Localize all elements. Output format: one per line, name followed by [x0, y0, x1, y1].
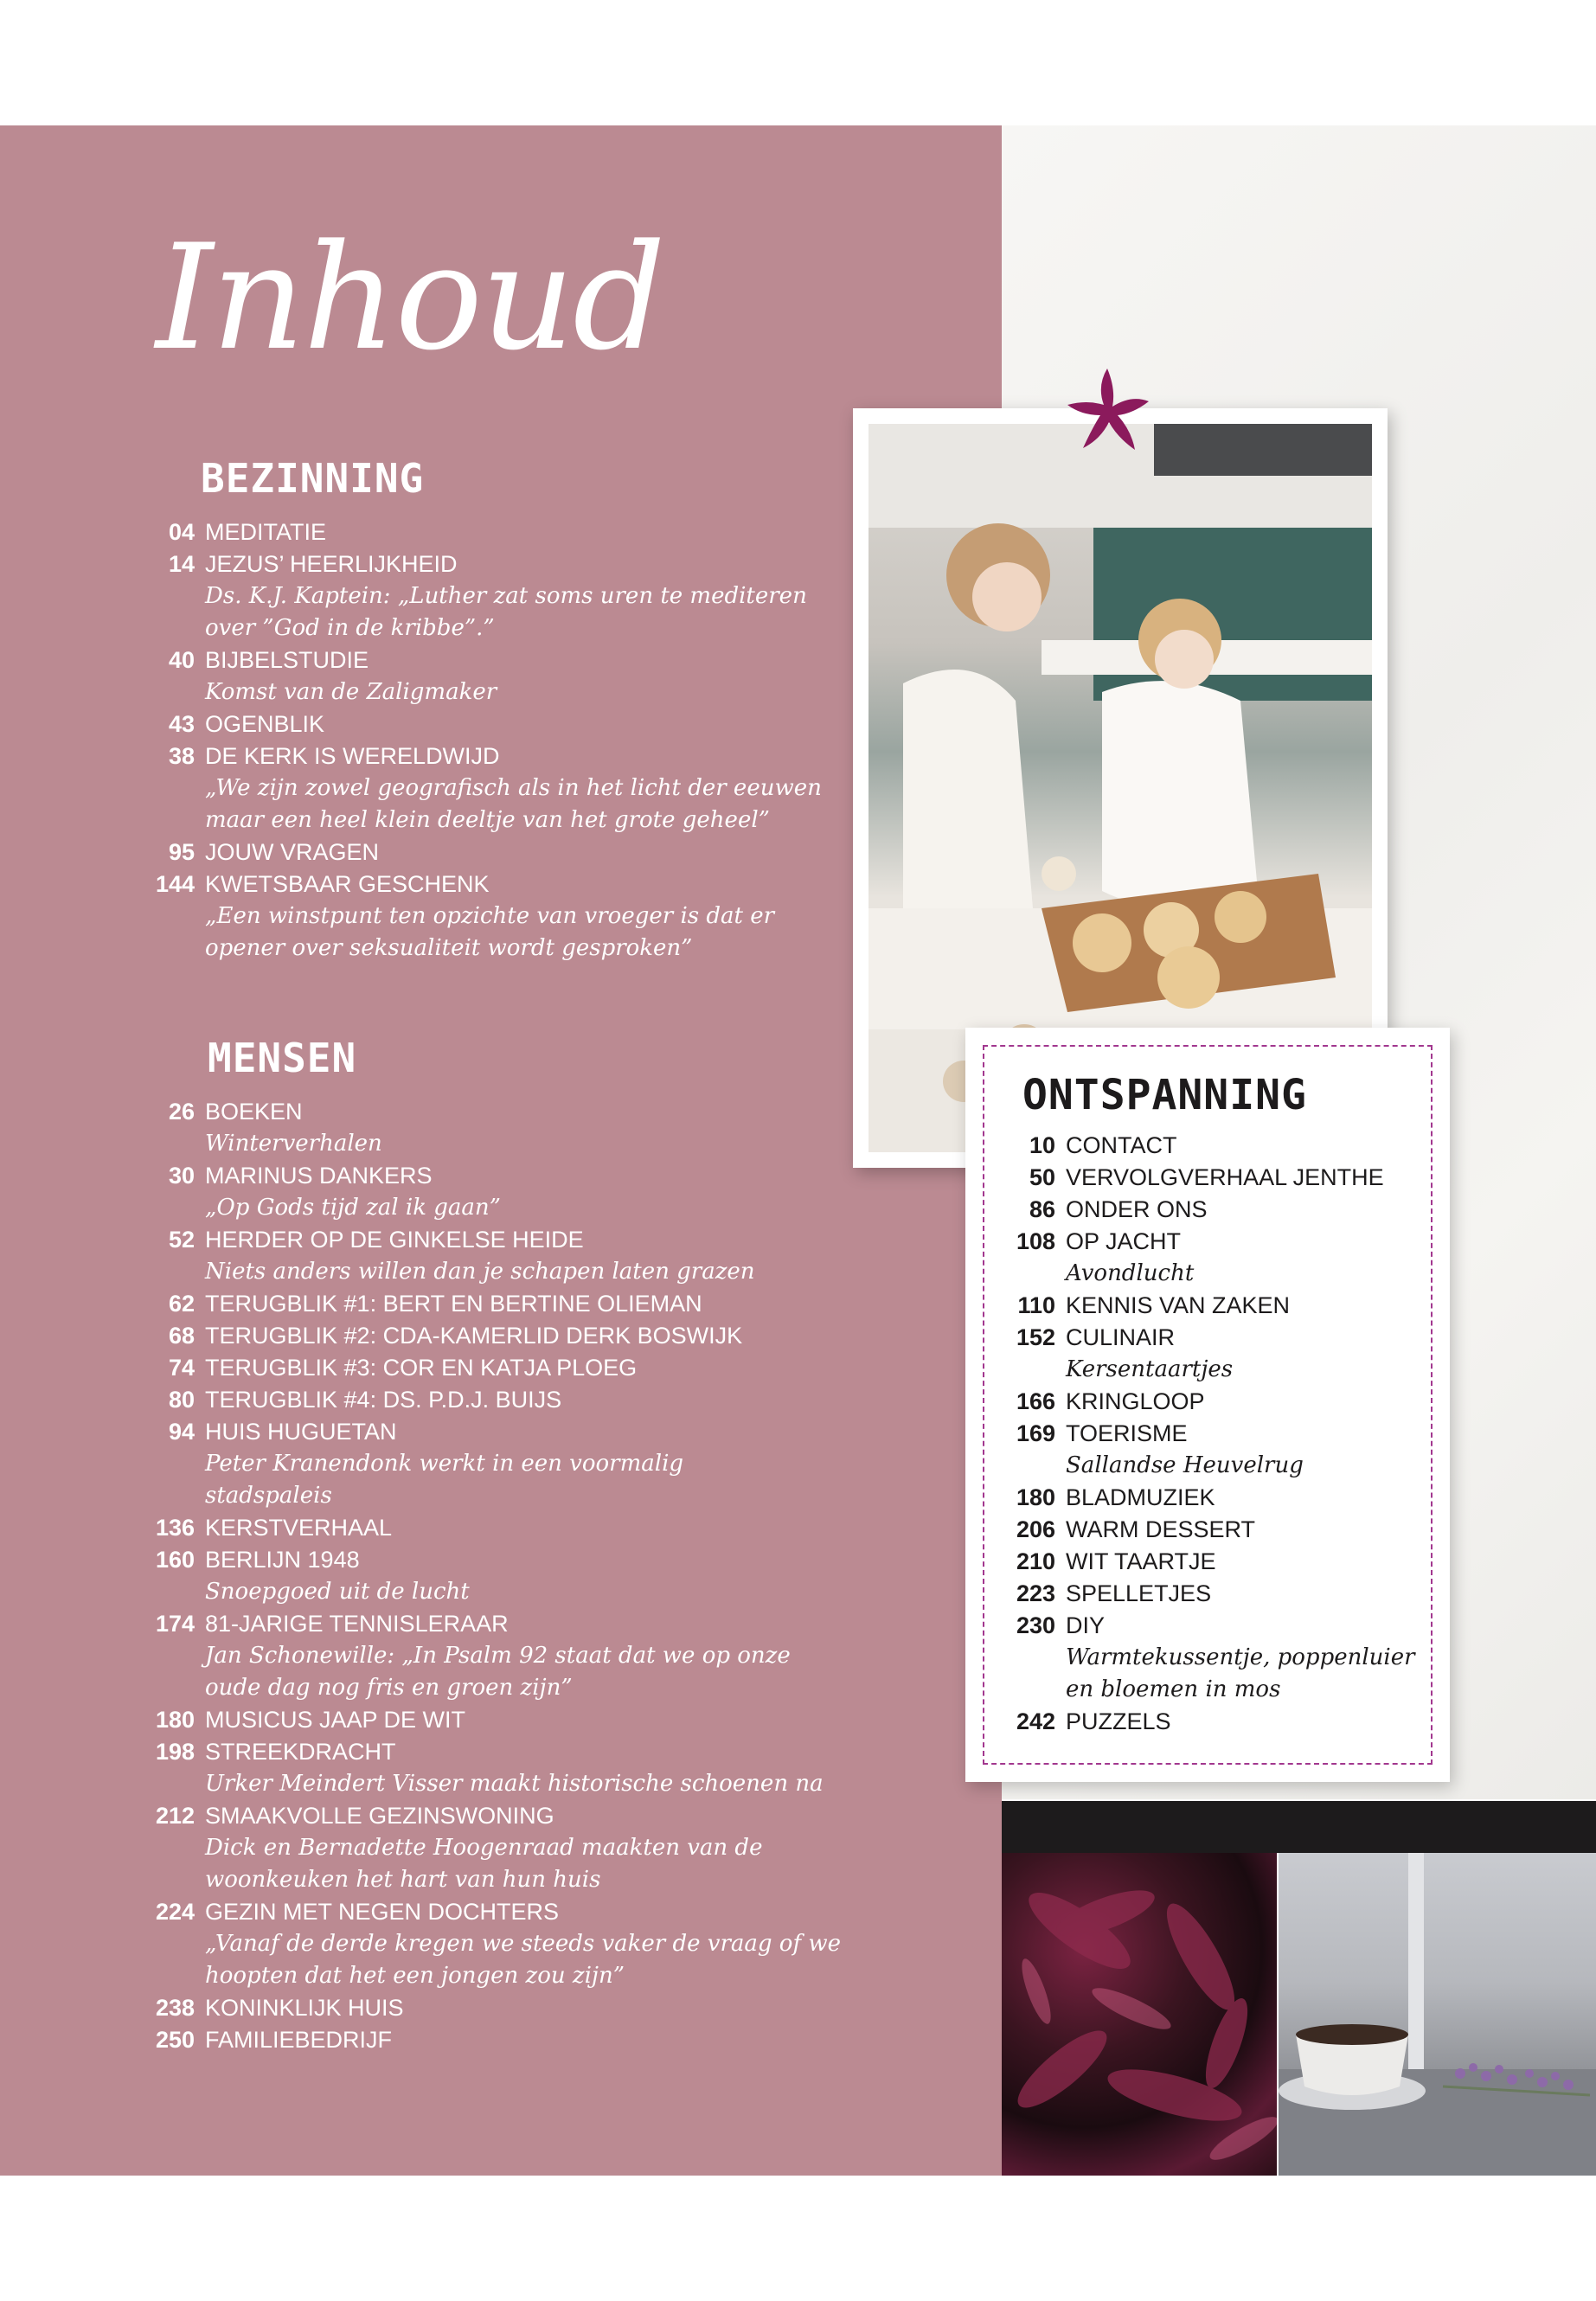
entry-title: MEDITATIE: [205, 519, 326, 545]
page-number: 223: [1016, 1580, 1055, 1606]
toc-entry[interactable]: [965, 1162, 1415, 1194]
entry-subtitle: Ds. K.J. Kaptein: „Luther zat soms uren te mediteren: [205, 583, 807, 609]
page-number: 212: [155, 1803, 195, 1829]
entry-subtitle: „Op Gods tijd zal ik gaan”: [205, 1195, 501, 1221]
toc-mensen: [0, 1096, 841, 2056]
entry-subtitle: „Een winstpunt ten opzichte van vroeger is dat er: [205, 903, 775, 929]
page-number: 174: [155, 1611, 195, 1637]
toc-entry[interactable]: [0, 1320, 841, 1352]
entry-title: TERUGBLIK #4: DS. P.D.J. BUIJS: [205, 1387, 562, 1413]
toc-ontspanning: [965, 1130, 1415, 1738]
page-number: 108: [1016, 1228, 1055, 1254]
toc-entry[interactable]: [965, 1418, 1415, 1450]
toc-entry[interactable]: [0, 644, 822, 676]
entry-subtitle: Kersentaartjes: [1066, 1356, 1234, 1382]
page-number: 230: [1016, 1612, 1055, 1638]
page-number: 206: [1016, 1516, 1055, 1542]
entry-title: VERVOLGVERHAAL JENTHE: [1066, 1164, 1384, 1190]
page-number: 250: [155, 2027, 195, 2053]
star-icon: [1062, 363, 1157, 458]
entry-title: GEZIN MET NEGEN DOCHTERS: [205, 1899, 560, 1925]
entry-title: WIT TAARTJE: [1066, 1548, 1216, 1574]
toc-entry[interactable]: [965, 1482, 1415, 1514]
entry-title: MARINUS DANKERS: [205, 1163, 433, 1189]
entry-title: OGENBLIK: [205, 711, 325, 737]
page-number: 62: [168, 1291, 195, 1317]
entry-subtitle: Winterverhalen: [205, 1131, 382, 1157]
section-heading-ontspanning: ONTSPANNING: [1022, 1071, 1307, 1119]
toc-bezinning: [0, 516, 822, 965]
page-number: 169: [1016, 1420, 1055, 1446]
entry-title: STREEKDRACHT: [205, 1739, 396, 1765]
toc-entry[interactable]: [965, 1514, 1415, 1546]
page-number: 14: [168, 551, 195, 577]
page-number: 68: [168, 1323, 195, 1349]
entry-title: SMAAKVOLLE GEZINSWONING: [205, 1803, 554, 1829]
entry-title: TERUGBLIK #3: COR EN KATJA PLOEG: [205, 1355, 638, 1381]
entry-title: BIJBELSTUDIE: [205, 647, 369, 673]
ontspanning-card: [965, 1028, 1450, 1782]
page-number: 30: [168, 1163, 195, 1189]
entry-title: KONINKLIJK HUIS: [205, 1995, 404, 2021]
entry-subtitle: opener over seksualiteit wordt gesproken”: [205, 935, 693, 961]
page-title: Inhoud: [156, 213, 664, 382]
page-number: 26: [168, 1099, 195, 1125]
entry-subtitle: over ”God in de kribbe”.”: [205, 615, 495, 641]
entry-title: WARM DESSERT: [1066, 1516, 1256, 1542]
toc-entry[interactable]: [0, 548, 822, 580]
toc-entry[interactable]: [0, 740, 822, 772]
entry-title: TERUGBLIK #1: BERT EN BERTINE OLIEMAN: [205, 1291, 702, 1317]
entry-title: BERLIJN 1948: [205, 1547, 360, 1573]
entry-subtitle: Peter Kranendonk werkt in een voormalig: [205, 1451, 684, 1477]
toc-entry[interactable]: [0, 836, 822, 868]
entry-title: 81-JARIGE TENNISLERAAR: [205, 1611, 509, 1637]
entry-subtitle: hoopten dat het een jongen zou zijn”: [205, 1963, 625, 1989]
toc-entry[interactable]: [965, 1546, 1415, 1578]
page-number: 74: [168, 1355, 195, 1381]
toc-entry[interactable]: [965, 1578, 1415, 1610]
entry-subtitle: stadspaleis: [205, 1483, 332, 1509]
entry-title: KRINGLOOP: [1066, 1388, 1205, 1414]
page-number: 166: [1016, 1388, 1055, 1414]
page-number: 80: [168, 1387, 195, 1413]
toc-entry[interactable]: [0, 1160, 841, 1192]
entry-subtitle: Warmtekussentje, poppenluier: [1066, 1644, 1415, 1670]
entry-subtitle: oude dag nog fris en groen zijn”: [205, 1675, 573, 1701]
entry-subtitle: woonkeuken het hart van hun huis: [205, 1867, 601, 1893]
entry-subtitle: Komst van de Zaligmaker: [205, 679, 497, 705]
toc-entry[interactable]: [0, 1512, 841, 1544]
entry-subtitle: Jan Schonewille: „In Psalm 92 staat dat we op onze: [205, 1643, 791, 1669]
toc-entry[interactable]: [965, 1706, 1415, 1738]
entry-subtitle: Niets anders willen dan je schapen laten grazen: [205, 1259, 755, 1285]
entry-title: OP JACHT: [1066, 1228, 1182, 1254]
entry-title: TERUGBLIK #2: CDA-KAMERLID DERK BOSWIJK: [205, 1323, 743, 1349]
toc-entry[interactable]: [965, 1610, 1415, 1642]
toc-entry[interactable]: [0, 1896, 841, 1928]
page-number: 94: [168, 1419, 195, 1445]
entry-title: KERSTVERHAAL: [205, 1515, 393, 1541]
toc-entry[interactable]: [0, 868, 822, 901]
toc-entry[interactable]: [0, 516, 822, 548]
entry-title: JEZUS’ HEERLIJKHEID: [205, 551, 458, 577]
page-number: 136: [155, 1515, 195, 1541]
entry-title: KENNIS VAN ZAKEN: [1066, 1292, 1291, 1318]
page-number: 38: [168, 743, 195, 769]
page-number: 242: [1016, 1708, 1055, 1734]
entry-title: BLADMUZIEK: [1066, 1484, 1215, 1510]
page-number: 43: [168, 711, 195, 737]
entry-title: DE KERK IS WERELDWIJD: [205, 743, 500, 769]
entry-subtitle: Snoepgoed uit de lucht: [205, 1579, 470, 1605]
page-number: 52: [168, 1227, 195, 1253]
entry-title: HERDER OP DE GINKELSE HEIDE: [205, 1227, 584, 1253]
page-number: 40: [168, 647, 195, 673]
entry-subtitle: Avondlucht: [1066, 1260, 1195, 1286]
page-number: 144: [155, 871, 195, 897]
toc-entry[interactable]: [0, 1224, 841, 1256]
toc-entry[interactable]: [965, 1290, 1415, 1322]
entry-subtitle: en bloemen in mos: [1066, 1676, 1281, 1702]
toc-entry[interactable]: [0, 1736, 841, 1768]
toc-entry[interactable]: [0, 1704, 841, 1736]
toc-entry[interactable]: [0, 708, 822, 740]
entry-title: SPELLETJES: [1066, 1580, 1212, 1606]
entry-title: ONDER ONS: [1066, 1196, 1208, 1222]
entry-subtitle: maar een heel klein deeltje van het grote geheel”: [205, 807, 770, 833]
dark-band: [1002, 1801, 1596, 1853]
section-heading-mensen: MENSEN: [208, 1035, 357, 1081]
page-number: 180: [1016, 1484, 1055, 1510]
toc-entry[interactable]: [0, 1352, 841, 1384]
toc-entry[interactable]: [0, 1608, 841, 1640]
page-number: 86: [1029, 1196, 1055, 1222]
toc-entry[interactable]: [965, 1130, 1415, 1162]
entry-title: JOUW VRAGEN: [205, 839, 380, 865]
entry-subtitle: Sallandse Heuvelrug: [1066, 1452, 1304, 1478]
toc-entry[interactable]: [0, 1800, 841, 1832]
toc-entry[interactable]: [0, 1096, 841, 1128]
page-number: 224: [155, 1899, 195, 1925]
entry-title: PUZZELS: [1066, 1708, 1171, 1734]
page-number: 198: [155, 1739, 195, 1765]
toc-entry[interactable]: [0, 1416, 841, 1448]
page-number: 210: [1016, 1548, 1055, 1574]
entry-title: MUSICUS JAAP DE WIT: [205, 1707, 466, 1733]
page-number: 110: [1017, 1292, 1055, 1318]
toc-entry[interactable]: [0, 2024, 841, 2056]
toc-entry[interactable]: [965, 1194, 1415, 1226]
toc-entry[interactable]: [0, 1384, 841, 1416]
entry-title: CULINAIR: [1066, 1324, 1176, 1350]
entry-subtitle: „Vanaf de derde kregen we steeds vaker de vraag of we: [205, 1931, 841, 1957]
page-number: 180: [155, 1707, 195, 1733]
entry-title: KWETSBAAR GESCHENK: [205, 871, 490, 897]
page-number: 10: [1029, 1132, 1055, 1158]
toc-entry[interactable]: [965, 1386, 1415, 1418]
toc-entry[interactable]: [0, 1288, 841, 1320]
entry-title: TOERISME: [1066, 1420, 1188, 1446]
entry-subtitle: „We zijn zowel geografisch als in het licht der eeuwen: [205, 775, 822, 801]
toc-entry[interactable]: [0, 1544, 841, 1576]
toc-entry[interactable]: [965, 1226, 1415, 1258]
toc-entry[interactable]: [965, 1322, 1415, 1354]
entry-subtitle: Dick en Bernadette Hoogenraad maakten van de: [205, 1835, 763, 1861]
entry-title: BOEKEN: [205, 1099, 303, 1125]
coffee-cup-photo: [1279, 1853, 1596, 2176]
entry-title: HUIS HUGUETAN: [205, 1419, 397, 1445]
page-number: 04: [168, 519, 195, 545]
page-number: 160: [155, 1547, 195, 1573]
page-number: 50: [1029, 1164, 1055, 1190]
toc-entry[interactable]: [0, 1992, 841, 2024]
entry-title: DIY: [1066, 1612, 1106, 1638]
flowers-photo: [1002, 1853, 1277, 2176]
entry-title: FAMILIEBEDRIJF: [205, 2027, 393, 2053]
page-number: 238: [155, 1995, 195, 2021]
entry-title: CONTACT: [1066, 1132, 1177, 1158]
page-number: 152: [1016, 1324, 1055, 1350]
page-number: 95: [168, 839, 195, 865]
entry-subtitle: Urker Meindert Visser maakt historische schoenen na: [205, 1771, 824, 1797]
section-heading-bezinning: BEZINNING: [201, 455, 425, 502]
